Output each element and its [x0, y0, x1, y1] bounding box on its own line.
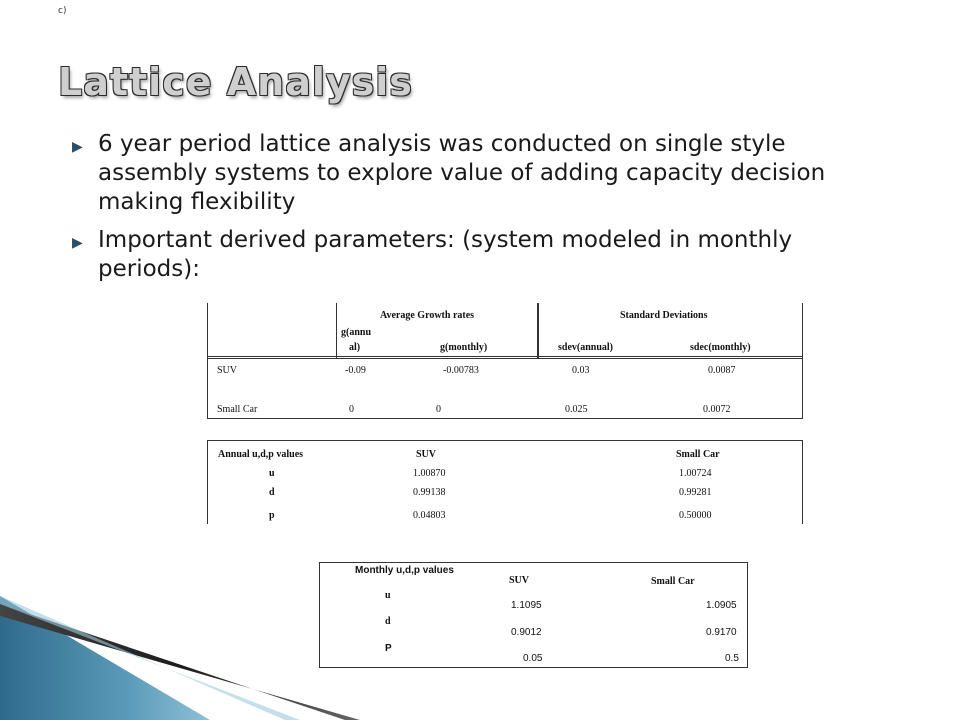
column-header: SUV — [509, 575, 530, 586]
column-header: Small Car — [651, 576, 695, 587]
row-label: Small Car — [217, 404, 258, 415]
table-cell: -0.09 — [345, 365, 366, 376]
column-header: g(monthly) — [440, 342, 488, 353]
table-divider — [208, 358, 802, 359]
table-cell: 0.5 — [725, 653, 739, 664]
row-label: u — [385, 590, 391, 601]
column-header: SUV — [416, 449, 437, 460]
table-divider — [336, 303, 337, 359]
column-header: sdev(annual) — [558, 342, 614, 353]
table-cell: 0.99138 — [413, 487, 446, 498]
table-cell: 0.9012 — [511, 627, 542, 638]
row-label: d — [269, 487, 275, 498]
monthly-udp-table — [319, 562, 748, 668]
bullet-item — [72, 226, 892, 284]
table-cell: 1.1095 — [511, 600, 542, 611]
table-cell: 0.05 — [523, 653, 543, 664]
table-cell: 0.025 — [565, 404, 588, 415]
table-cell: 0.0087 — [708, 365, 736, 376]
growth-rates-table — [207, 303, 803, 419]
table-cell: 1.0905 — [706, 600, 737, 611]
column-header: g(annu — [341, 327, 372, 338]
slide-title: Lattice Analysis — [58, 60, 413, 104]
row-label: d — [385, 616, 391, 627]
table-cell: 0 — [436, 404, 441, 415]
table-cell: 0.04803 — [413, 510, 446, 521]
row-label: P — [385, 643, 392, 654]
column-header: sdec(monthly) — [690, 342, 751, 353]
table-cell: 0.03 — [572, 365, 590, 376]
bullet-text: 6 year period lattice analysis was conducted on single style assembly systems to explore value of adding capacity decision making flexibility — [98, 131, 826, 215]
row-label: p — [269, 510, 275, 521]
table-cell: 0.0072 — [703, 404, 731, 415]
group-header: Average Growth rates — [380, 310, 475, 321]
triangle-right-icon: ▶ — [72, 235, 83, 251]
column-header: Small Car — [676, 449, 720, 460]
bullet-text: Important derived parameters: (system modeled in monthly periods): — [98, 227, 793, 282]
row-label: SUV — [217, 365, 238, 376]
column-header: Monthly u,d,p values — [355, 565, 454, 576]
group-header: Standard Deviations — [620, 310, 708, 321]
table-divider — [538, 303, 539, 359]
bullet-item — [72, 130, 892, 217]
annual-udp-table — [207, 440, 803, 524]
row-label: u — [269, 468, 275, 479]
column-header: al) — [349, 342, 361, 353]
table-cell: -0.00783 — [443, 365, 479, 376]
table-cell: 0.50000 — [679, 510, 712, 521]
decorative-swoosh — [0, 580, 360, 720]
corner-label: c) — [58, 6, 67, 16]
triangle-right-icon: ▶ — [72, 139, 83, 155]
bullet-list — [72, 130, 892, 293]
table-divider — [208, 356, 802, 357]
column-header: Annual u,d,p values — [218, 449, 304, 460]
table-cell: 0 — [349, 404, 354, 415]
table-cell: 1.00724 — [679, 468, 712, 479]
table-cell: 0.99281 — [679, 487, 712, 498]
table-cell: 0.9170 — [706, 627, 737, 638]
table-cell: 1.00870 — [413, 468, 446, 479]
